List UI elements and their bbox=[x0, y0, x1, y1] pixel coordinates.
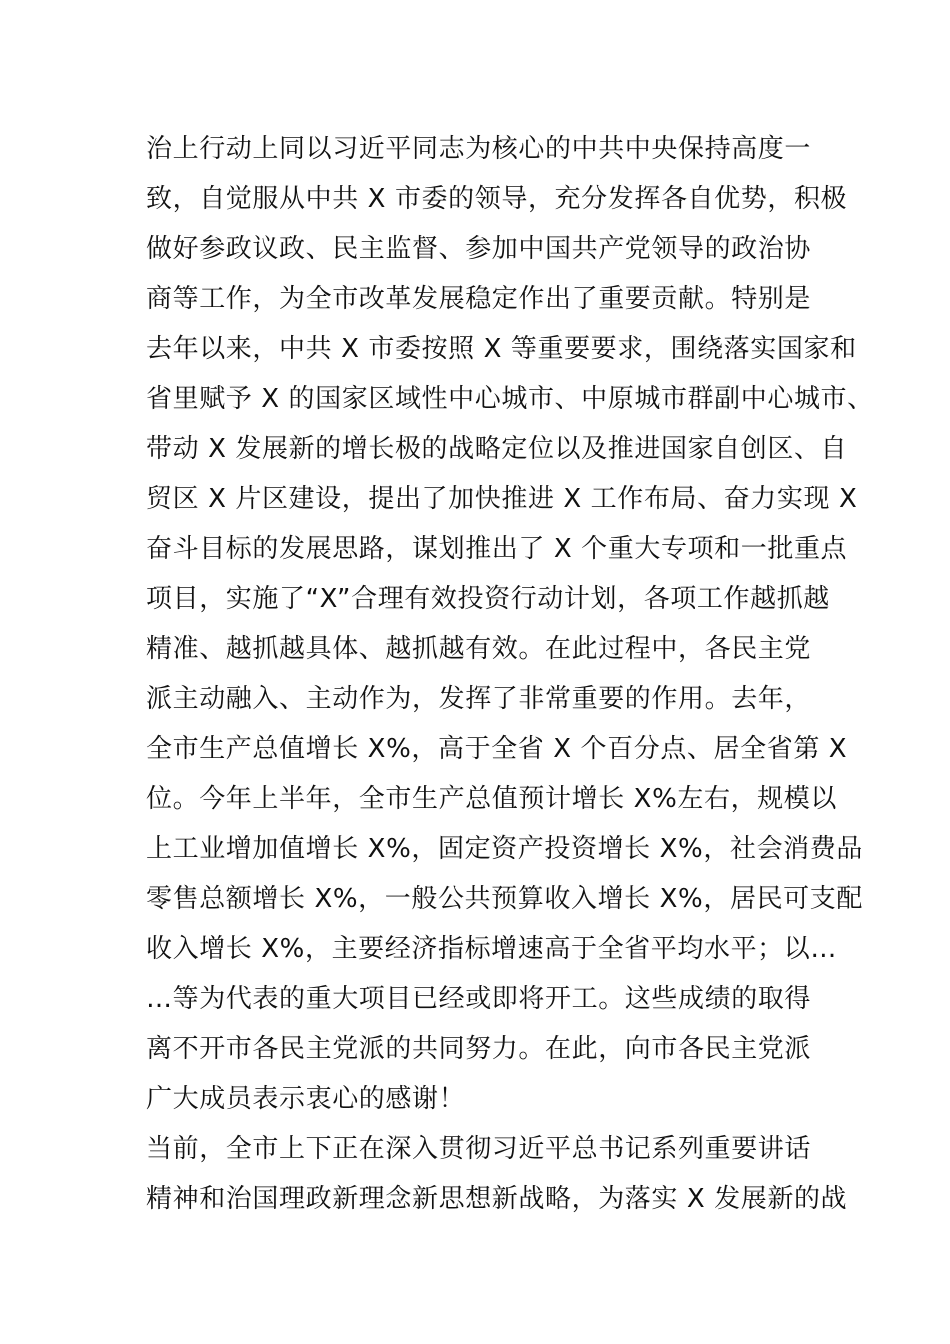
text-line: 治上行动上同以习近平同志为核心的中共中央保持高度一 bbox=[146, 134, 812, 164]
text-line: 广大成员表示衷心的感谢！ bbox=[146, 1084, 466, 1114]
text-line: 当前，全市上下正在深入贯彻习近平总书记系列重要讲话 bbox=[146, 1134, 812, 1164]
text-line: 奋斗目标的发展思路，谋划推出了 X 个重大专项和一批重点 bbox=[146, 534, 848, 564]
text-line: 全市生产总值增长 X%，高于全省 X 个百分点、居全省第 X bbox=[146, 734, 848, 764]
text-line: 上工业增加值增长 X%，固定资产投资增长 X%，社会消费品 bbox=[146, 834, 863, 864]
text-line: 致，自觉服从中共 X 市委的领导，充分发挥各自优势，积极 bbox=[146, 184, 848, 214]
text-line: 派主动融入、主动作为，发挥了非常重要的作用。去年， bbox=[146, 684, 812, 714]
text-line: 做好参政议政、民主监督、参加中国共产党领导的政治协 bbox=[146, 234, 812, 264]
text-line: 零售总额增长 X%，一般公共预算收入增长 X%，居民可支配 bbox=[146, 884, 863, 914]
text-line: 贸区 X 片区建设，提出了加快推进 X 工作布局、奋力实现 X bbox=[146, 484, 858, 514]
body-text bbox=[146, 124, 874, 1224]
text-line: 省里赋予 X 的国家区域性中心城市、中原城市群副中心城市、 bbox=[146, 384, 874, 414]
text-line: 位。今年上半年，全市生产总值预计增长 X%左右，规模以 bbox=[146, 784, 837, 814]
text-line: 收入增长 X%，主要经济指标增速高于全省平均水平；以… bbox=[146, 934, 837, 964]
text-line: 离不开市各民主党派的共同努力。在此，向市各民主党派 bbox=[146, 1034, 812, 1064]
text-line: 商等工作，为全市改革发展稳定作出了重要贡献。特别是 bbox=[146, 284, 812, 314]
text-line: 精准、越抓越具体、越抓越有效。在此过程中，各民主党 bbox=[146, 634, 812, 664]
text-line: 去年以来，中共 X 市委按照 X 等重要要求，围绕落实国家和 bbox=[146, 334, 857, 364]
text-line: …等为代表的重大项目已经或即将开工。这些成绩的取得 bbox=[146, 984, 812, 1014]
text-line: 项目，实施了“X”合理有效投资行动计划，各项工作越抓越 bbox=[146, 584, 830, 614]
text-line: 带动 X 发展新的增长极的战略定位以及推进国家自创区、自 bbox=[146, 434, 848, 464]
text-line: 精神和治国理政新理念新思想新战略，为落实 X 发展新的战 bbox=[146, 1184, 848, 1214]
